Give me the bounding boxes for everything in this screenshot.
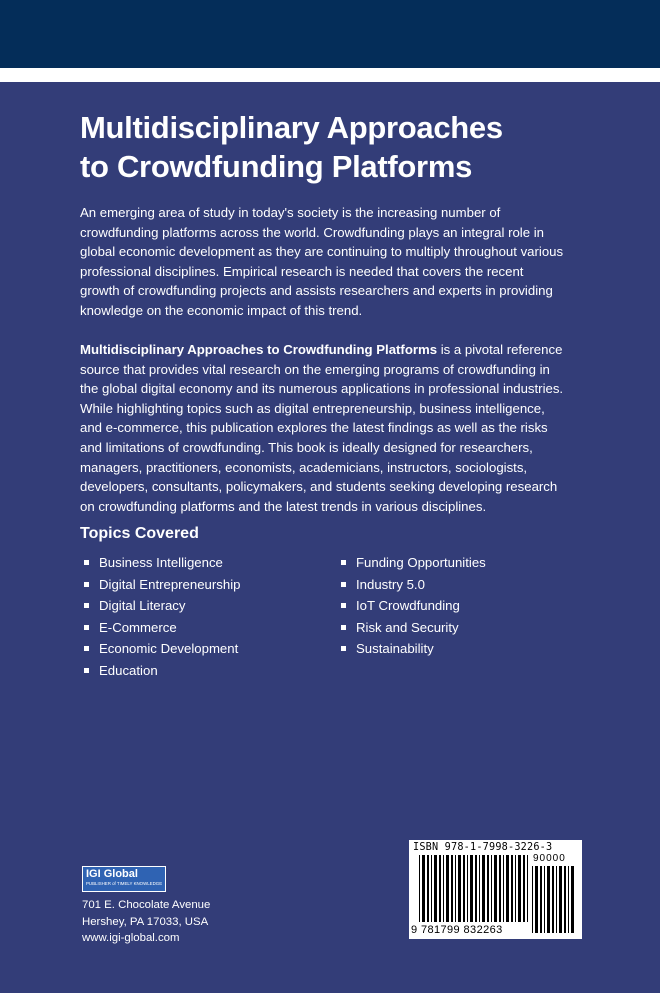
barcode-bar xyxy=(475,855,477,922)
barcode-bar xyxy=(552,866,554,933)
book-title-inline: Multidisciplinary Approaches to Crowdfunding Platforms xyxy=(80,342,438,357)
barcode-bar xyxy=(458,855,461,922)
topic-item xyxy=(341,574,486,596)
barcode-bar xyxy=(479,855,480,922)
address-line: 701 E. Chocolate Avenue xyxy=(82,899,211,911)
topic-label: Economic Development xyxy=(99,641,239,656)
square-bullet-icon xyxy=(341,582,346,587)
top-band xyxy=(0,0,660,68)
barcode-bar xyxy=(470,855,473,922)
text-line: source that provides vital research on the emerging programs of crowdfunding in xyxy=(80,361,550,377)
isbn-label: ISBN 978-1-7998-3226-3 xyxy=(413,842,553,853)
topic-label: Education xyxy=(99,662,158,678)
square-bullet-icon xyxy=(84,625,89,630)
publisher-address xyxy=(82,897,210,947)
topic-label: IoT Crowdfunding xyxy=(356,598,460,613)
text-line: professional disciplines. Empirical research is needed that covers the recent xyxy=(80,263,524,279)
barcode-bar xyxy=(463,855,465,922)
barcode-bar xyxy=(499,855,501,922)
address-line: Hershey, PA 17033, USA xyxy=(82,915,209,928)
igi-global-logo xyxy=(82,866,166,892)
logo-tagline: PUBLISHER of TIMELY KNOWLEDGE xyxy=(86,881,163,886)
square-bullet-icon xyxy=(84,582,89,587)
barcode-bar xyxy=(467,855,468,922)
topic-item xyxy=(84,617,240,639)
topic-item xyxy=(341,638,486,660)
text-line: on crowdfunding platforms and the latest trends in various disciplines. xyxy=(80,498,487,514)
text-line: managers, practitioners, economists, academicians, instructors, sociologists, xyxy=(80,459,528,475)
square-bullet-icon xyxy=(84,603,89,608)
barcode-bar xyxy=(434,855,437,922)
barcode-bar xyxy=(527,855,528,922)
barcode-bar xyxy=(532,866,533,933)
barcode-bar xyxy=(547,866,550,933)
title-line: to Crowdfunding Platforms xyxy=(80,149,473,184)
barcode-addon-digits: 90000 xyxy=(533,853,566,864)
topic-label: Funding Opportunities xyxy=(356,555,486,570)
text-line: developers, consultants, policymakers, and students seeking developing research xyxy=(80,479,558,495)
barcode-bar xyxy=(422,855,425,922)
barcode-bar xyxy=(556,866,557,933)
square-bullet-icon xyxy=(84,560,89,565)
topic-item xyxy=(341,617,486,639)
square-bullet-icon xyxy=(341,603,346,608)
logo-name: IGI Global xyxy=(86,868,138,880)
barcode-bar xyxy=(491,855,492,922)
square-bullet-icon xyxy=(341,560,346,565)
barcode-bar xyxy=(431,855,432,922)
barcode-bar xyxy=(559,866,562,933)
description-paragraph-1 xyxy=(80,203,580,321)
topic-label: Risk and Security xyxy=(356,619,459,635)
text-line: growth of crowdfunding projects and assists researchers and experts in providing xyxy=(80,283,553,299)
barcode-bar xyxy=(544,866,545,933)
barcode-bar xyxy=(487,855,489,922)
barcode-bar xyxy=(494,855,497,922)
square-bullet-icon xyxy=(84,646,89,651)
text-line: An emerging area of study in today's society is the increasing number of xyxy=(80,205,501,220)
topics-list-right xyxy=(341,552,486,660)
book-title xyxy=(80,108,620,186)
title-line: Multidisciplinary Approaches xyxy=(80,110,503,145)
text-line: and e-commerce, this publication explores the latest findings as well as the risks xyxy=(80,420,548,436)
topic-item xyxy=(341,595,486,617)
barcode-bar xyxy=(482,855,485,922)
text-line xyxy=(80,340,580,360)
topics-list-left xyxy=(84,552,240,681)
publisher-website: www.igi-global.com xyxy=(82,932,180,944)
topic-item xyxy=(84,660,240,682)
barcode-bar xyxy=(523,855,525,922)
barcode-bar xyxy=(568,866,569,933)
topic-item xyxy=(84,552,240,574)
topic-item xyxy=(84,595,240,617)
topic-label: Business Intelligence xyxy=(99,555,223,570)
topic-item xyxy=(341,552,486,574)
text-line: global economic development as they are continuing to multiply throughout various xyxy=(80,244,564,260)
barcode-bar xyxy=(535,866,538,933)
barcode-bar xyxy=(515,855,516,922)
barcode-bar xyxy=(571,866,574,933)
barcode-bar xyxy=(506,855,509,922)
barcode-bar xyxy=(419,855,420,922)
isbn-barcode xyxy=(409,840,582,939)
barcode-digits: 9 781799 832263 xyxy=(411,924,503,936)
topic-item xyxy=(84,574,240,596)
barcode-bar xyxy=(518,855,521,922)
barcode-bar xyxy=(503,855,504,922)
topic-label: E-Commerce xyxy=(99,619,177,635)
barcode-bar xyxy=(446,855,449,922)
text-line: the global digital economy and its numerous applications in professional industries. xyxy=(80,381,564,397)
text-line: While highlighting topics such as digital entrepreneurship, business intelligence, xyxy=(80,400,545,416)
topic-label: Industry 5.0 xyxy=(356,576,425,592)
text-line: knowledge on the economic impact of this trend. xyxy=(80,302,363,318)
barcode-bar xyxy=(427,855,429,922)
topic-label: Digital Entrepreneurship xyxy=(99,576,241,592)
text-segment: is a pivotal reference xyxy=(437,342,563,357)
barcode-bar xyxy=(511,855,513,922)
barcode-bar xyxy=(455,855,456,922)
square-bullet-icon xyxy=(341,625,346,630)
topic-label: Digital Literacy xyxy=(99,598,186,613)
barcode-bar xyxy=(540,866,542,933)
topics-heading: Topics Covered xyxy=(80,525,199,542)
topic-label: Sustainability xyxy=(356,641,434,656)
barcode-bar xyxy=(443,855,444,922)
topic-item xyxy=(84,638,240,660)
white-stripe xyxy=(0,68,660,82)
text-line: and limitations of crowdfunding. This book is ideally designed for researchers, xyxy=(80,439,533,455)
barcode-bar xyxy=(564,866,566,933)
square-bullet-icon xyxy=(84,668,89,673)
text-line: crowdfunding platforms across the world. Crowdfunding plays an integral role in xyxy=(80,224,544,240)
barcode-bar xyxy=(439,855,441,922)
description-paragraph-2 xyxy=(80,340,580,516)
square-bullet-icon xyxy=(341,646,346,651)
barcode-bar xyxy=(451,855,453,922)
